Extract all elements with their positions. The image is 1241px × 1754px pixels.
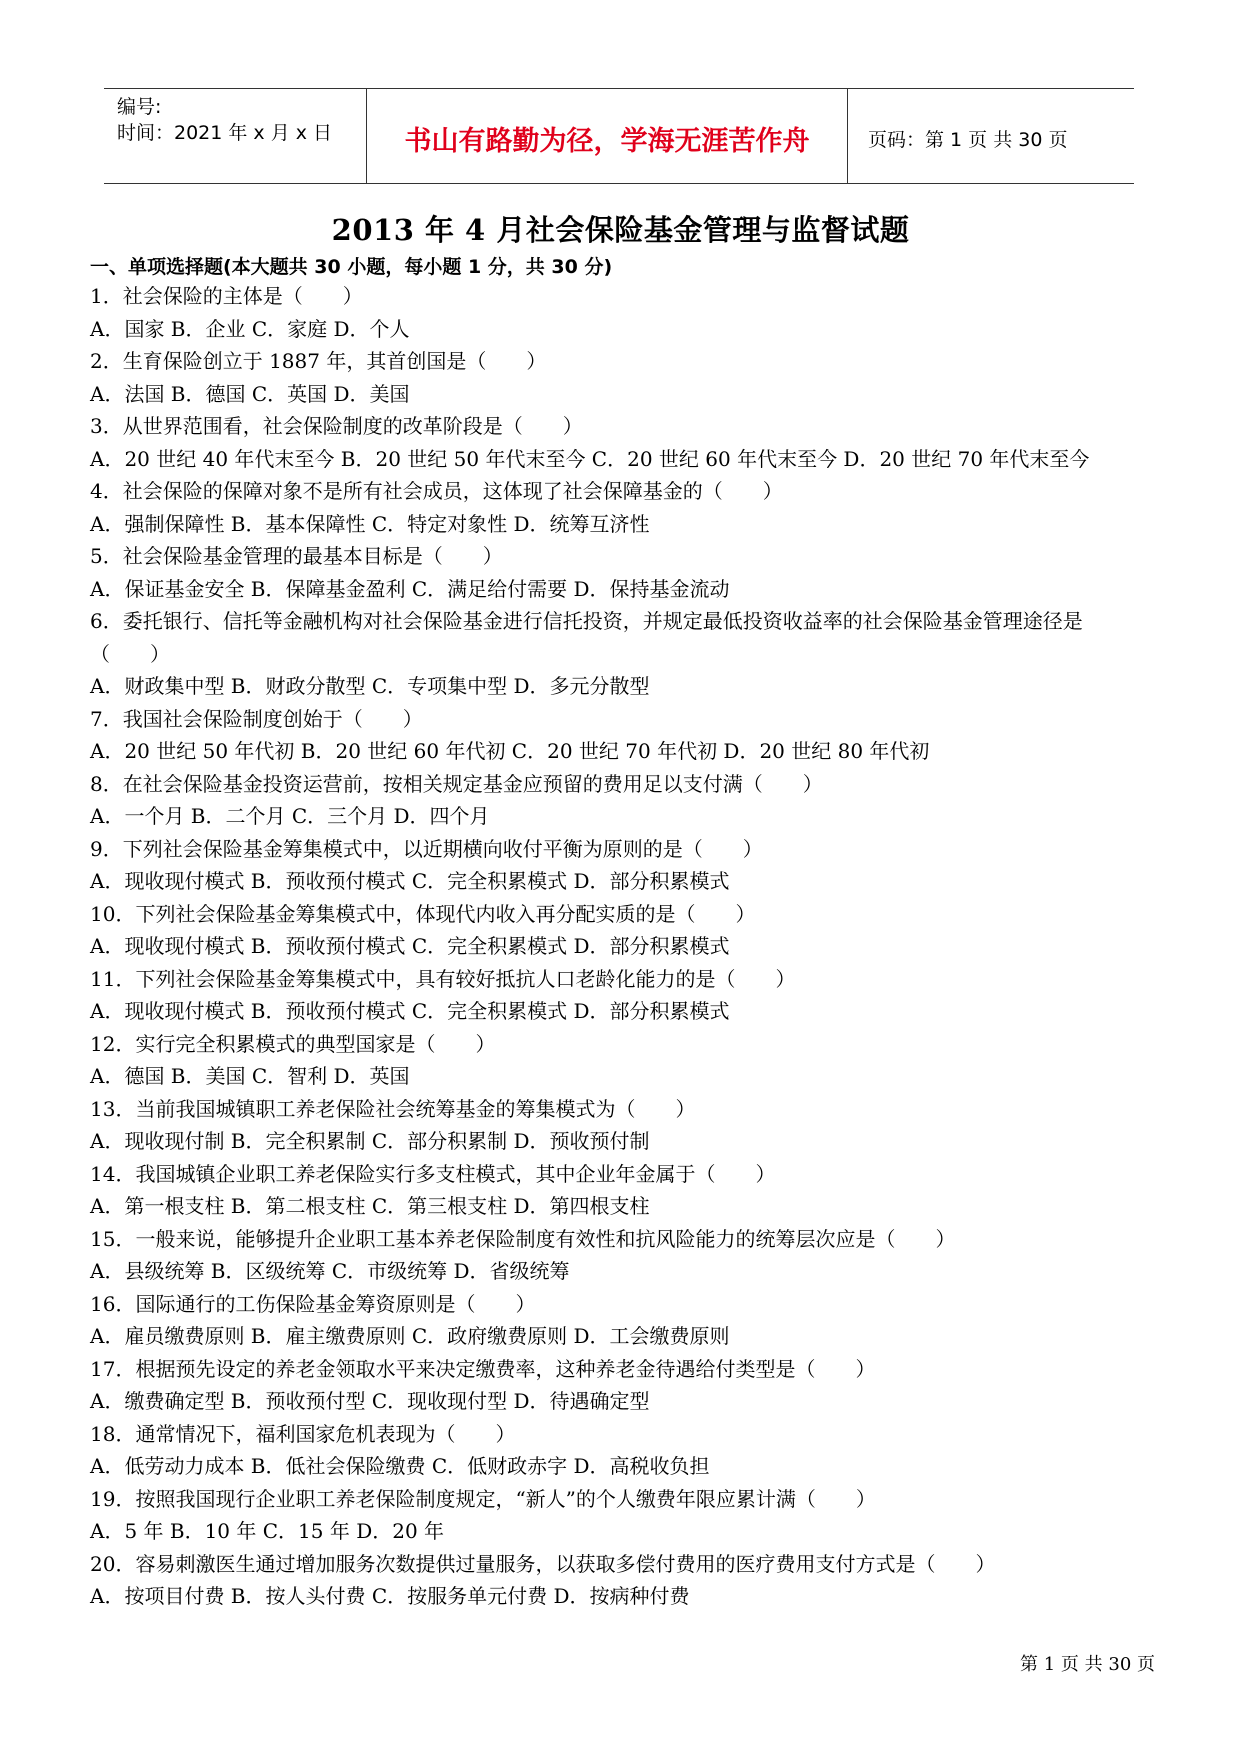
question-line: 10．下列社会保险基金筹集模式中，体现代内收入再分配实质的是（ ） xyxy=(90,901,756,926)
options-line: A．现收现付制 B．完全积累制 C．部分积累制 D．预收预付制 xyxy=(90,1129,650,1153)
number-label: 编号: xyxy=(117,96,162,118)
page-count-label: 页码：第 1 页 共 30 页 xyxy=(868,129,1068,151)
question-list xyxy=(90,280,1150,1613)
question-line: 19．按照我国现行企业职工养老保险制度规定，“新人”的个人缴费年限应累计满（ ） xyxy=(90,1486,876,1511)
question-line: 5．社会保险基金管理的最基本目标是（ ） xyxy=(90,544,503,568)
options-line: A．5 年 B．10 年 C．15 年 D．20 年 xyxy=(90,1519,445,1543)
document-title: 2013 年 4 月社会保险基金管理与监督试题 xyxy=(331,213,910,247)
time-label: 时间：2021 年 x 月 x 日 xyxy=(117,122,333,144)
options-line: A．国家 B．企业 C．家庭 D．个人 xyxy=(90,316,410,341)
question-line: 16．国际通行的工伤保险基金筹资原则是（ ） xyxy=(90,1291,536,1316)
options-line: A．一个月 B．二个月 C．三个月 D．四个月 xyxy=(90,804,490,828)
options-line: A．法国 B．德国 C．英国 D．美国 xyxy=(90,381,410,406)
question-line: 13．当前我国城镇职工养老保险社会统筹基金的筹集模式为（ ） xyxy=(90,1096,696,1121)
section-heading: 一、单项选择题(本大题共 30 小题，每小题 1 分，共 30 分) xyxy=(90,256,613,278)
options-line: A．强制保障性 B．基本保障性 C．特定对象性 D．统筹互济性 xyxy=(90,511,650,536)
page-header xyxy=(104,88,1134,184)
question-line: 4．社会保险的保障对象不是所有社会成员，这体现了社会保障基金的（ ） xyxy=(90,479,783,503)
question-line: 20．容易刺激医生通过增加服务次数提供过量服务，以获取多偿付费用的医疗费用支付方式是（ ） xyxy=(90,1551,996,1576)
options-line: A．财政集中型 B．财政分散型 C．专项集中型 D．多元分散型 xyxy=(90,674,650,698)
options-line: A．20 世纪 40 年代末至今 B．20 世纪 50 年代末至今 C．20 世纪 60 年代末至今 D．20 世纪 70 年代末至今 xyxy=(90,446,1090,471)
question-line: 17．根据预先设定的养老金领取水平来决定缴费率，这种养老金待遇给付类型是（ ） xyxy=(90,1356,876,1381)
page-footer: 第 1 页 共 30 页 xyxy=(1020,1654,1155,1675)
header-info-cell xyxy=(104,89,367,183)
question-line: 15．一般来说，能够提升企业职工基本养老保险制度有效性和抗风险能力的统筹层次应是（ ） xyxy=(90,1226,956,1251)
question-line: 14．我国城镇企业职工养老保险实行多支柱模式，其中企业年金属于（ ） xyxy=(90,1161,776,1186)
options-line: A．现收现付模式 B．预收预付模式 C．完全积累模式 D．部分积累模式 xyxy=(90,869,730,893)
options-line: A．德国 B．美国 C．智利 D．英国 xyxy=(90,1064,410,1088)
question-line: 9．下列社会保险基金筹集模式中，以近期横向收付平衡为原则的是（ ） xyxy=(90,836,763,861)
options-line: A．现收现付模式 B．预收预付模式 C．完全积累模式 D．部分积累模式 xyxy=(90,934,730,958)
question-line: 1．社会保险的主体是（ ） xyxy=(90,284,363,308)
options-line: A．缴费确定型 B．预收预付型 C．现收现付型 D．待遇确定型 xyxy=(90,1389,650,1413)
question-line: 6．委托银行、信托等金融机构对社会保险基金进行信托投资，并规定最低投资收益率的社会保险基金管理途径是（ ） xyxy=(90,609,1083,666)
options-line: A．20 世纪 50 年代初 B．20 世纪 60 年代初 C．20 世纪 70 年代初 D．20 世纪 80 年代初 xyxy=(90,739,930,763)
options-line: A．县级统筹 B．区级统筹 C．市级统筹 D．省级统筹 xyxy=(90,1259,570,1283)
question-line: 12．实行完全积累模式的典型国家是（ ） xyxy=(90,1031,496,1056)
question-line: 7．我国社会保险制度创始于（ ） xyxy=(90,706,423,731)
question-line: 3．从世界范围看，社会保险制度的改革阶段是（ ） xyxy=(90,414,583,438)
options-line: A．按项目付费 B．按人头付费 C．按服务单元付费 D．按病种付费 xyxy=(90,1584,690,1608)
options-line: A．第一根支柱 B．第二根支柱 C．第三根支柱 D．第四根支柱 xyxy=(90,1194,650,1218)
question-line: 2．生育保险创立于 1887 年，其首创国是（ ） xyxy=(90,349,547,373)
options-line: A．现收现付模式 B．预收预付模式 C．完全积累模式 D．部分积累模式 xyxy=(90,999,730,1023)
question-line: 11．下列社会保险基金筹集模式中，具有较好抵抗人口老龄化能力的是（ ） xyxy=(90,966,796,991)
question-line: 18．通常情况下，福利国家危机表现为（ ） xyxy=(90,1421,516,1446)
options-line: A．雇员缴费原则 B．雇主缴费原则 C．政府缴费原则 D．工会缴费原则 xyxy=(90,1324,730,1348)
motto-text: 书山有路勤为径，学海无涯苦作舟 xyxy=(404,126,810,157)
options-line: A．低劳动力成本 B．低社会保险缴费 C．低财政赤字 D．高税收负担 xyxy=(90,1454,710,1478)
page-count-cell xyxy=(848,89,1134,183)
options-line: A．保证基金安全 B．保障基金盈利 C．满足给付需要 D．保持基金流动 xyxy=(90,576,730,601)
motto-cell xyxy=(367,89,848,183)
question-line: 8．在社会保险基金投资运营前，按相关规定基金应预留的费用足以支付满（ ） xyxy=(90,771,823,796)
